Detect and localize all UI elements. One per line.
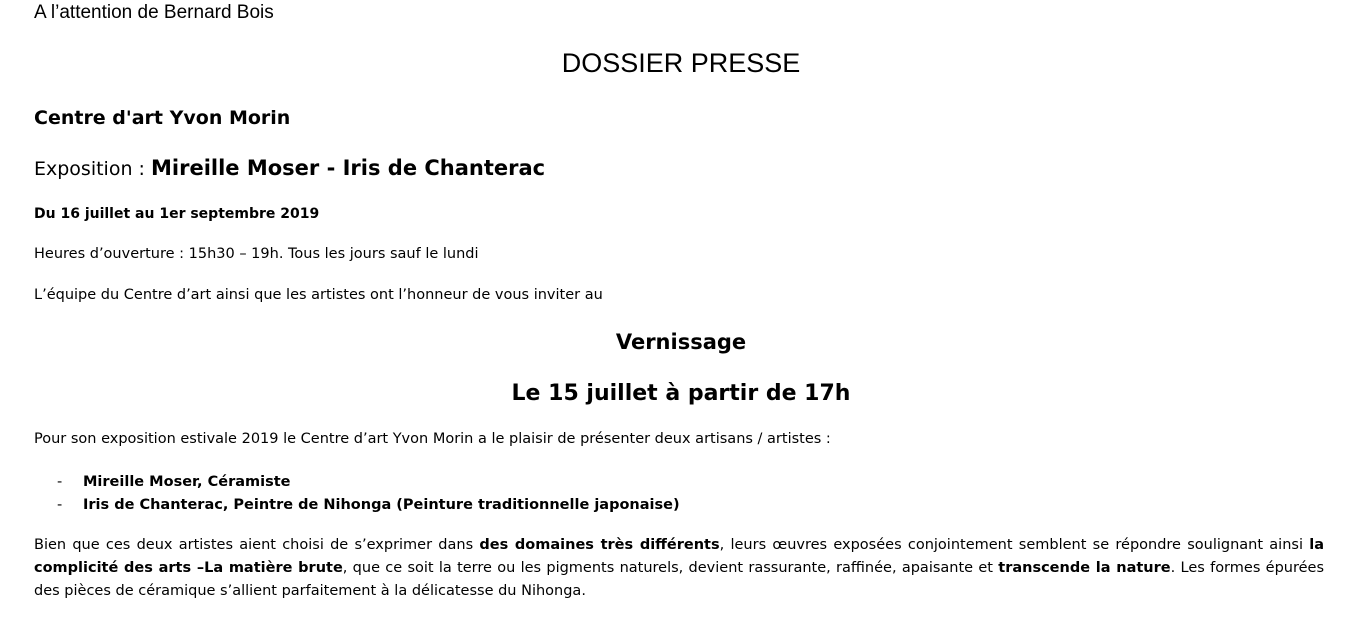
intro-text: Pour son exposition estivale 2019 le Centre d’art Yvon Morin a le plaisir de présenter deux artisans / artistes : [34,431,831,447]
paragraph-text: . Les formes épurées des pièces de céramique s’allient parfaitement à la délicatesse du Nihonga. [34,560,1325,599]
centre-heading: Centre d'art Yvon Morin [34,107,291,129]
artist-list [34,471,680,517]
paragraph-emphasis: la complicité des arts –La matière brute [34,537,1324,576]
artist-item-text: Mireille Moser, Céramiste [83,474,291,490]
paragraph-text: Bien que ces deux artistes aient choisi de s’exprimer dans [34,537,480,553]
list-item [34,494,680,517]
document-title: DOSSIER PRESSE [561,48,801,78]
list-item [34,471,680,494]
paragraph-text: , que ce soit la terre ou les pigments naturels, devient rassurante, raffinée, apaisante et [342,560,999,576]
opening-hours: Heures d’ouverture : 15h30 – 19h. Tous les jours sauf le lundi [34,246,479,262]
exhibition-dates: Du 16 juillet au 1er septembre 2019 [34,206,320,222]
vernissage-date: Le 15 juillet à partir de 17h [511,381,851,406]
vernissage-heading: Vernissage [615,330,747,354]
exposition-heading [34,156,545,180]
description-paragraph [34,534,1324,603]
paragraph-text: , leurs œuvres exposées conjointement semblent se répondre soulignant ainsi [719,537,1310,553]
paragraph-emphasis: des domaines très différents [479,537,720,553]
list-dash: - [57,474,63,490]
exposition-prefix: Exposition : [34,158,151,180]
paragraph-emphasis: transcende la nature [998,560,1171,576]
attention-line: A l’attention de Bernard Bois [34,2,274,23]
exposition-artists: Mireille Moser - Iris de Chanterac [151,156,546,180]
invitation-text: L’équipe du Centre d’art ainsi que les artistes ont l’honneur de vous inviter au [34,287,603,303]
artist-item-text: Iris de Chanterac, Peintre de Nihonga (Peinture traditionnelle japonaise) [83,497,680,513]
list-dash: - [57,497,63,513]
